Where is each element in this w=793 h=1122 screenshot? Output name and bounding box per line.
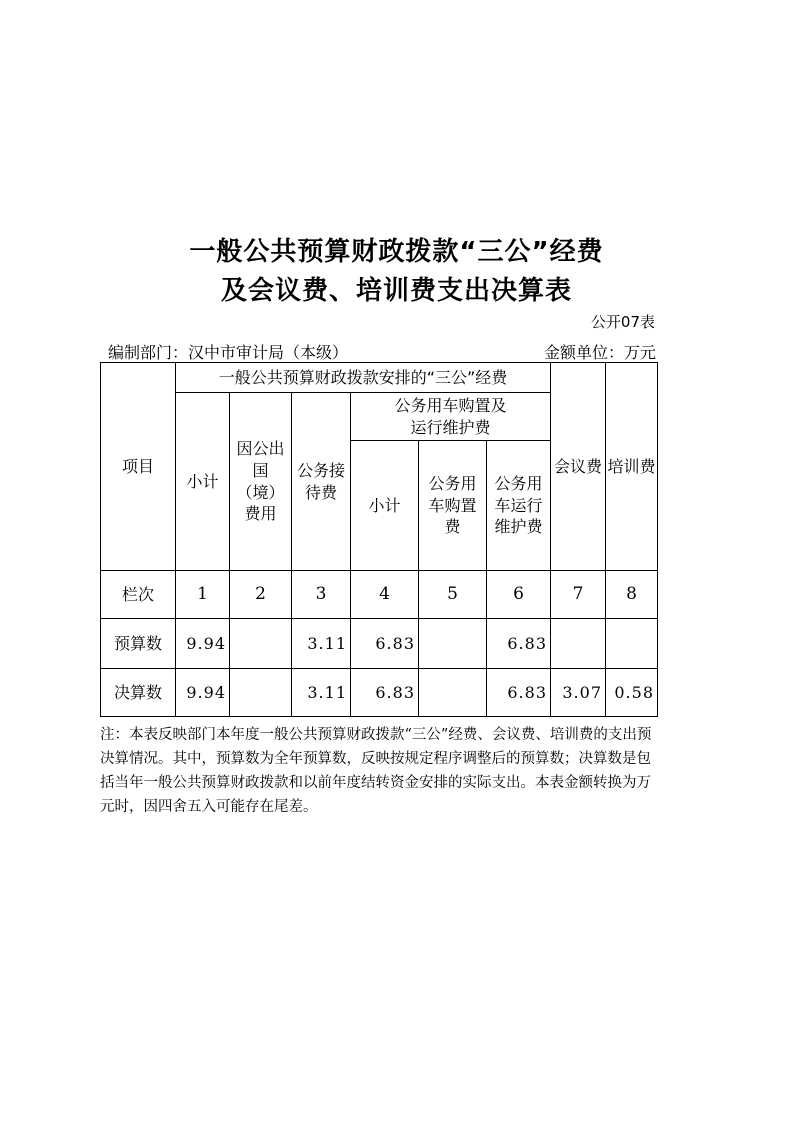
table-cell	[419, 619, 487, 669]
header-vehicle-purchase: 公务用车购置费	[419, 441, 487, 571]
table-cell: 9.94	[176, 669, 230, 717]
header-vehicle-group: 公务用车购置及运行维护费	[351, 393, 551, 441]
header-vehicle-subtotal: 小计	[351, 441, 419, 571]
table-cell: 3.11	[292, 619, 351, 669]
table-row	[101, 619, 658, 669]
expenditure-table	[100, 362, 658, 717]
header-three-public: 一般公共预算财政拨款安排的“三公”经费	[176, 363, 551, 393]
table-row	[101, 571, 658, 619]
header-abroad: 因公出国（境）费用	[230, 393, 292, 571]
table-cell	[419, 669, 487, 717]
report-title-line1: 一般公共预算财政拨款“三公”经费	[189, 237, 604, 267]
header-meeting: 会议费	[551, 363, 606, 571]
header-reception: 公务接待费	[292, 393, 351, 571]
report-title-line2: 及会议费、培训费支出决算表	[220, 276, 572, 306]
row-label: 决算数	[101, 669, 176, 717]
table-cell: 3	[292, 571, 351, 619]
table-cell: 7	[551, 571, 606, 619]
table-cell: 6.83	[351, 619, 419, 669]
table-cell: 3.11	[292, 669, 351, 717]
table-cell: 6.83	[487, 669, 551, 717]
meta-row	[108, 340, 656, 363]
table-cell: 1	[176, 571, 230, 619]
compiler-label: 编制部门：汉中市审计局（本级）	[108, 343, 349, 362]
table-cell	[551, 619, 606, 669]
row-label: 栏次	[101, 571, 176, 619]
row-label: 预算数	[101, 619, 176, 669]
table-cell: 0.58	[606, 669, 658, 717]
form-number: 公开07表	[590, 313, 655, 331]
table-cell: 6.83	[351, 669, 419, 717]
table-cell: 6.83	[487, 619, 551, 669]
table-cell: 5	[419, 571, 487, 619]
header-item: 项目	[101, 363, 176, 571]
footnote: 注：本表反映部门本年度一般公共预算财政拨款“三公”经费、会议费、培训费的支出预决算情况。其中，预算数为全年预算数，反映按规定程序调整后的预算数；决算数是包括当年一般公共预算财政拨款和以前年度结转资金安排的实际支出。本表金额转换为万元时，因四舍五入可能存在尾差。	[100, 727, 652, 815]
unit-label: 金额单位：万元	[543, 343, 656, 362]
header-subtotal: 小计	[176, 393, 230, 571]
table-cell: 8	[606, 571, 658, 619]
table-cell: 2	[230, 571, 292, 619]
table-row	[101, 669, 658, 717]
table-cell: 3.07	[551, 669, 606, 717]
header-training: 培训费	[606, 363, 658, 571]
table-cell: 4	[351, 571, 419, 619]
table-cell: 6	[487, 571, 551, 619]
table-cell	[230, 669, 292, 717]
table-cell: 9.94	[176, 619, 230, 669]
table-cell	[606, 619, 658, 669]
header-vehicle-operation: 公务用车运行维护费	[487, 441, 551, 571]
table-cell	[230, 619, 292, 669]
